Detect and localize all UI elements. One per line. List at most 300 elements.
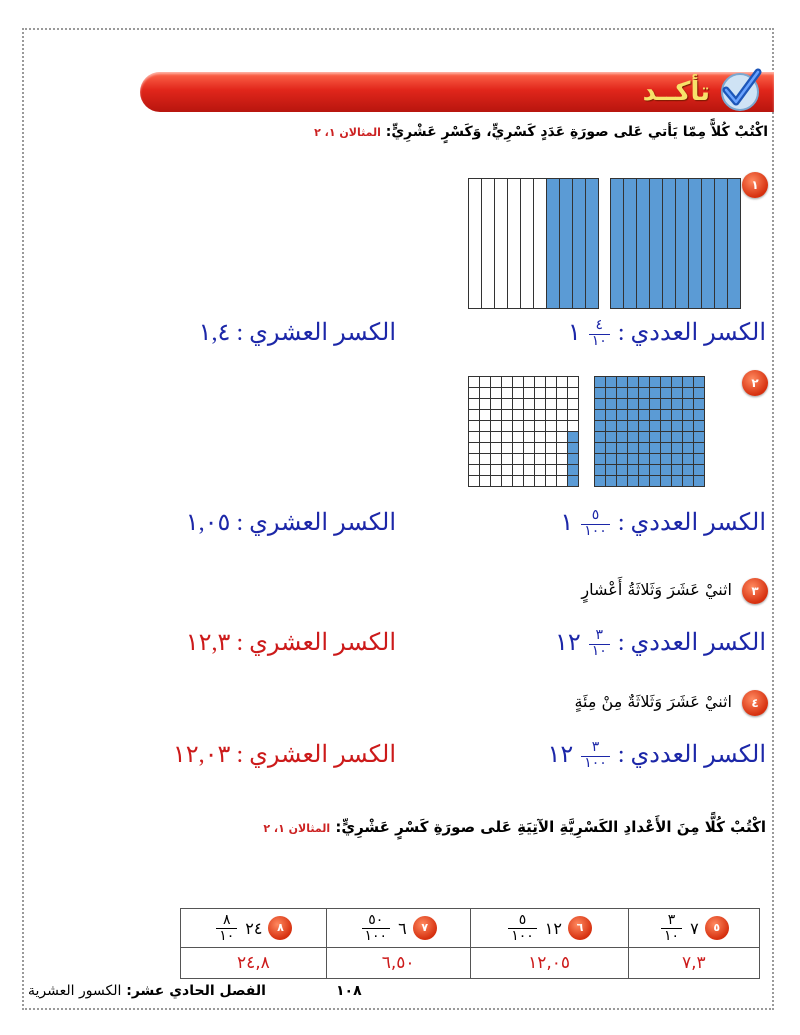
shaded-hundredth [694,399,705,410]
shaded-hundredth [628,410,639,421]
shaded-hundredth [672,377,683,388]
shaded-tenth [586,179,599,309]
decimal-label: الكسر العشري : [236,320,396,346]
shaded-hundredth [628,476,639,487]
item-number: ٥ [705,916,729,940]
shaded-hundredth [595,421,606,432]
shaded-tenth [637,179,650,309]
empty-hundredth [491,377,502,388]
shaded-hundredth [606,399,617,410]
shaded-hundredth [694,410,705,421]
shaded-hundredth [672,388,683,399]
shaded-hundredth [661,399,672,410]
shaded-hundredth [639,443,650,454]
empty-hundredth [469,377,480,388]
empty-tenth [495,179,508,309]
shaded-tenth [650,179,663,309]
topic-label: الكسور العشرية [28,983,122,999]
empty-hundredth [546,377,557,388]
shaded-hundredth [617,432,628,443]
empty-hundredth [469,421,480,432]
problem-4-decimal [173,740,396,769]
tenths-model [468,178,742,316]
problem-1-decimal [199,318,396,347]
fraction [362,913,391,943]
empty-hundredth [557,432,568,443]
whole-number: ٢٤ [245,918,263,938]
empty-hundredth [546,399,557,410]
decimal-value: ١,٠٥ [185,510,231,536]
shaded-hundredth [628,443,639,454]
fraction [508,913,537,943]
empty-hundredth [546,476,557,487]
shaded-hundredth [694,465,705,476]
empty-hundredth [491,399,502,410]
decimal-value: ١,٤ [198,320,231,346]
empty-hundredth [557,454,568,465]
problem-number-1: ١ [742,172,768,198]
empty-hundredth [557,410,568,421]
empty-hundredth [491,421,502,432]
denominator: ١٠ [591,643,607,659]
table-cell [628,909,759,948]
empty-hundredth [480,399,491,410]
shaded-hundredth [606,377,617,388]
empty-hundredth [535,432,546,443]
instruction-2-ref: المثالان ١، ٢ [263,822,331,835]
shaded-hundredth [639,432,650,443]
shaded-hundredth [617,388,628,399]
shaded-hundredth [606,410,617,421]
empty-hundredth [546,421,557,432]
empty-hundredth [502,410,513,421]
empty-hundredth [469,476,480,487]
empty-hundredth [568,410,579,421]
empty-hundredth [535,443,546,454]
shaded-hundredth [650,443,661,454]
problem-number-3: ٣ [742,578,768,604]
shaded-hundredth [650,432,661,443]
shaded-hundredth [606,443,617,454]
shaded-tenth [573,179,586,309]
shaded-hundredth [639,410,650,421]
instruction-1-ref: المثالان ١، ٢ [314,126,381,139]
empty-hundredth [557,399,568,410]
empty-hundredth [557,443,568,454]
empty-hundredth [524,465,535,476]
whole-number: ١٢ [554,630,581,656]
fraction [216,913,237,943]
shaded-hundredth [683,410,694,421]
whole-number: ١ [560,510,574,536]
mixed-fraction [589,629,610,659]
shaded-hundredth [683,476,694,487]
shaded-hundredth [683,454,694,465]
whole-number: ٧ [690,918,699,938]
empty-hundredth [546,410,557,421]
shaded-hundredth [617,377,628,388]
shaded-tenth [663,179,676,309]
denominator: ١٠ [219,927,235,944]
shaded-hundredth [639,421,650,432]
answer-cell: ٧,٣ [628,948,759,979]
fraction-label: الكسر العددي : [617,320,766,346]
empty-tenth [482,179,495,309]
empty-hundredth [524,421,535,432]
empty-hundredth [480,443,491,454]
shaded-hundredth [639,388,650,399]
shaded-hundredth [639,399,650,410]
empty-hundredth [535,410,546,421]
shaded-hundredth [617,476,628,487]
shaded-hundredth [568,454,579,465]
empty-hundredth [535,377,546,388]
problem-3-words: اثنيْ عَشَرَ وَثَلاثَةُ أَعْشارٍ [581,580,732,599]
shaded-hundredth [672,410,683,421]
shaded-hundredth [606,432,617,443]
problem-3-fraction [555,628,766,660]
empty-hundredth [480,410,491,421]
shaded-hundredth [628,421,639,432]
shaded-hundredth [683,432,694,443]
chapter-label: الفصل الحادي عشر: [126,983,266,999]
shaded-hundredth [617,454,628,465]
shaded-hundredth [639,454,650,465]
shaded-hundredth [650,399,661,410]
shaded-hundredth [683,443,694,454]
answer-cell: ٢٤,٨ [181,948,327,979]
empty-hundredth [535,388,546,399]
shaded-hundredth [661,432,672,443]
shaded-hundredth [661,443,672,454]
empty-hundredth [491,432,502,443]
empty-hundredth [535,465,546,476]
empty-hundredth [535,476,546,487]
shaded-hundredth [672,454,683,465]
empty-hundredth [568,377,579,388]
empty-hundredth [513,443,524,454]
shaded-hundredth [606,421,617,432]
shaded-hundredth [568,476,579,487]
shaded-tenth [624,179,637,309]
denominator: ١٠٠ [584,523,607,539]
shaded-hundredth [661,476,672,487]
empty-hundredth [491,465,502,476]
shaded-hundredth [661,388,672,399]
problem-2-decimal [186,508,396,537]
empty-hundredth [502,421,513,432]
shaded-hundredth [617,399,628,410]
shaded-hundredth [595,399,606,410]
table-cell [470,909,628,948]
numerator: ٤ [589,319,610,335]
shaded-tenth [676,179,689,309]
shaded-hundredth [639,465,650,476]
empty-hundredth [480,476,491,487]
empty-hundredth [524,388,535,399]
empty-hundredth [513,454,524,465]
empty-hundredth [524,399,535,410]
numerator: ٥ [508,913,537,929]
hundredths-model [468,376,742,494]
shaded-hundredth [606,476,617,487]
denominator: ١٠ [591,333,607,349]
shaded-hundredth [672,432,683,443]
shaded-hundredth [650,421,661,432]
numerator: ٨ [216,913,237,929]
problem-4-fraction [547,740,766,772]
item-number: ٦ [568,916,592,940]
page-number: ١٠٨ [336,983,362,999]
empty-hundredth [480,388,491,399]
shaded-hundredth [694,476,705,487]
empty-hundredth [513,388,524,399]
empty-hundredth [546,432,557,443]
shaded-hundredth [683,465,694,476]
mixed-fraction [581,741,610,771]
shaded-hundredth [694,377,705,388]
shaded-hundredth [694,421,705,432]
footer-chapter [28,983,266,999]
shaded-hundredth [650,388,661,399]
fraction-label: الكسر العددي : [617,510,766,536]
shaded-hundredth [628,377,639,388]
shaded-tenth [689,179,702,309]
shaded-hundredth [694,443,705,454]
empty-hundredth [535,454,546,465]
problem-3-decimal [186,628,396,657]
empty-hundredth [469,465,480,476]
shaded-hundredth [694,454,705,465]
answer-cell: ٦,٥٠ [326,948,470,979]
shaded-hundredth [617,410,628,421]
empty-hundredth [513,432,524,443]
problem-4-words: اثنيْ عَشَرَ وَثَلاثَةٌ مِنْ مِئَةٍ [574,692,732,711]
empty-hundredth [480,465,491,476]
empty-hundredth [513,410,524,421]
shaded-hundredth [661,410,672,421]
shaded-hundredth [683,377,694,388]
shaded-hundredth [650,465,661,476]
problem-2-fraction [560,508,766,540]
whole-number: ١٢ [544,918,562,938]
shaded-hundredth [672,399,683,410]
empty-hundredth [546,443,557,454]
shaded-hundredth [661,454,672,465]
empty-hundredth [480,432,491,443]
empty-tenth [508,179,521,309]
answer-cell: ١٢,٠٥ [470,948,628,979]
shaded-hundredth [639,377,650,388]
empty-hundredth [491,388,502,399]
empty-hundredth [502,465,513,476]
empty-hundredth [524,410,535,421]
shaded-hundredth [595,454,606,465]
shaded-hundredth [628,388,639,399]
empty-hundredth [491,443,502,454]
fraction [661,913,682,943]
item-number: ٧ [413,916,437,940]
empty-hundredth [480,454,491,465]
table-cell [181,909,327,948]
shaded-hundredth [595,410,606,421]
empty-hundredth [535,421,546,432]
shaded-tenth [560,179,573,309]
empty-hundredth [546,465,557,476]
empty-hundredth [480,421,491,432]
empty-hundredth [469,454,480,465]
empty-hundredth [557,388,568,399]
problem-number-4: ٤ [742,690,768,716]
empty-hundredth [502,377,513,388]
shaded-hundredth [628,432,639,443]
shaded-tenth [728,179,741,309]
table-row [181,948,760,979]
empty-hundredth [491,454,502,465]
numerator: ٣ [581,741,610,757]
empty-hundredth [469,388,480,399]
shaded-hundredth [672,443,683,454]
decimal-value: ١٢,٠٣ [172,742,231,768]
empty-hundredth [557,377,568,388]
shaded-hundredth [595,465,606,476]
item-number: ٨ [268,916,292,940]
empty-hundredth [513,399,524,410]
empty-hundredth [502,399,513,410]
shaded-hundredth [628,399,639,410]
shaded-hundredth [694,432,705,443]
empty-hundredth [513,421,524,432]
empty-hundredth [469,399,480,410]
empty-hundredth [524,377,535,388]
empty-hundredth [557,476,568,487]
shaded-hundredth [639,476,650,487]
denominator: ١٠٠ [584,755,607,771]
shaded-hundredth [683,388,694,399]
empty-hundredth [513,476,524,487]
shaded-hundredth [650,410,661,421]
shaded-hundredth [595,443,606,454]
shaded-hundredth [595,388,606,399]
empty-hundredth [491,410,502,421]
shaded-hundredth [661,465,672,476]
shaded-hundredth [568,432,579,443]
instruction-2-text: اكْتُبْ كُلًّا مِنَ الأَعْدادِ الكَسْرِيَّةِ الآتِيَةِ عَلى صورَةِ كَسْرٍ عَشْرِيٍّ: [335,818,766,836]
shaded-hundredth [617,465,628,476]
empty-hundredth [546,454,557,465]
empty-tenth [469,179,482,309]
empty-hundredth [513,377,524,388]
shaded-hundredth [606,454,617,465]
instruction-2 [263,818,766,836]
numerator: ٥٠ [362,913,391,929]
denominator: ١٠٠ [511,927,534,944]
decimal-label: الكسر العشري : [236,510,396,536]
decimal-label: الكسر العشري : [236,630,396,656]
empty-hundredth [535,399,546,410]
empty-hundredth [480,377,491,388]
decimal-label: الكسر العشري : [236,742,396,768]
checkmark-icon [714,66,762,114]
whole-number: ١ [567,320,581,346]
shaded-hundredth [683,399,694,410]
shaded-hundredth [661,421,672,432]
table-row [181,909,760,948]
empty-hundredth [502,388,513,399]
shaded-hundredth [683,421,694,432]
empty-hundredth [469,410,480,421]
shaded-hundredth [595,476,606,487]
shaded-hundredth [672,476,683,487]
empty-hundredth [568,421,579,432]
denominator: ١٠ [664,927,680,944]
shaded-hundredth [595,432,606,443]
empty-hundredth [491,476,502,487]
problem-1-fraction [568,318,766,350]
whole-number: ١٢ [547,742,574,768]
shaded-tenth [715,179,728,309]
fraction-label: الكسر العددي : [617,742,766,768]
shaded-hundredth [617,443,628,454]
shaded-hundredth [595,377,606,388]
empty-hundredth [557,465,568,476]
shaded-hundredth [672,465,683,476]
numerator: ٥ [581,509,610,525]
shaded-hundredth [661,377,672,388]
table-cell [326,909,470,948]
whole-number: ٦ [398,918,407,938]
instruction-1 [314,124,768,140]
mixed-fraction [581,509,610,539]
shaded-hundredth [650,476,661,487]
empty-hundredth [546,388,557,399]
shaded-hundredth [606,388,617,399]
empty-hundredth [568,399,579,410]
shaded-hundredth [628,465,639,476]
problem-number-2: ٢ [742,370,768,396]
empty-hundredth [469,432,480,443]
decimal-table [180,908,760,979]
numerator: ٣ [661,913,682,929]
shaded-tenth [547,179,560,309]
empty-hundredth [502,476,513,487]
shaded-hundredth [568,443,579,454]
empty-hundredth [469,443,480,454]
empty-hundredth [557,421,568,432]
section-title: تأكــد [642,77,710,107]
empty-hundredth [524,432,535,443]
shaded-hundredth [617,421,628,432]
mixed-fraction [589,319,610,349]
empty-tenth [521,179,534,309]
denominator: ١٠٠ [364,927,388,944]
empty-hundredth [524,454,535,465]
shaded-hundredth [672,421,683,432]
shaded-hundredth [568,465,579,476]
empty-hundredth [502,454,513,465]
shaded-tenth [702,179,715,309]
decimal-value: ١٢,٣ [185,630,231,656]
shaded-hundredth [606,465,617,476]
empty-hundredth [524,476,535,487]
empty-hundredth [502,443,513,454]
empty-hundredth [568,388,579,399]
instruction-1-text: اكْتُبْ كُلاًّ مِمّا يَأتي عَلى صورَةِ عَدَدٍ كَسْرِيٍّ، وَكَسْرٍ عَشْرِيٍّ: [385,124,768,140]
shaded-hundredth [650,454,661,465]
shaded-hundredth [650,377,661,388]
numerator: ٣ [589,629,610,645]
empty-hundredth [513,465,524,476]
